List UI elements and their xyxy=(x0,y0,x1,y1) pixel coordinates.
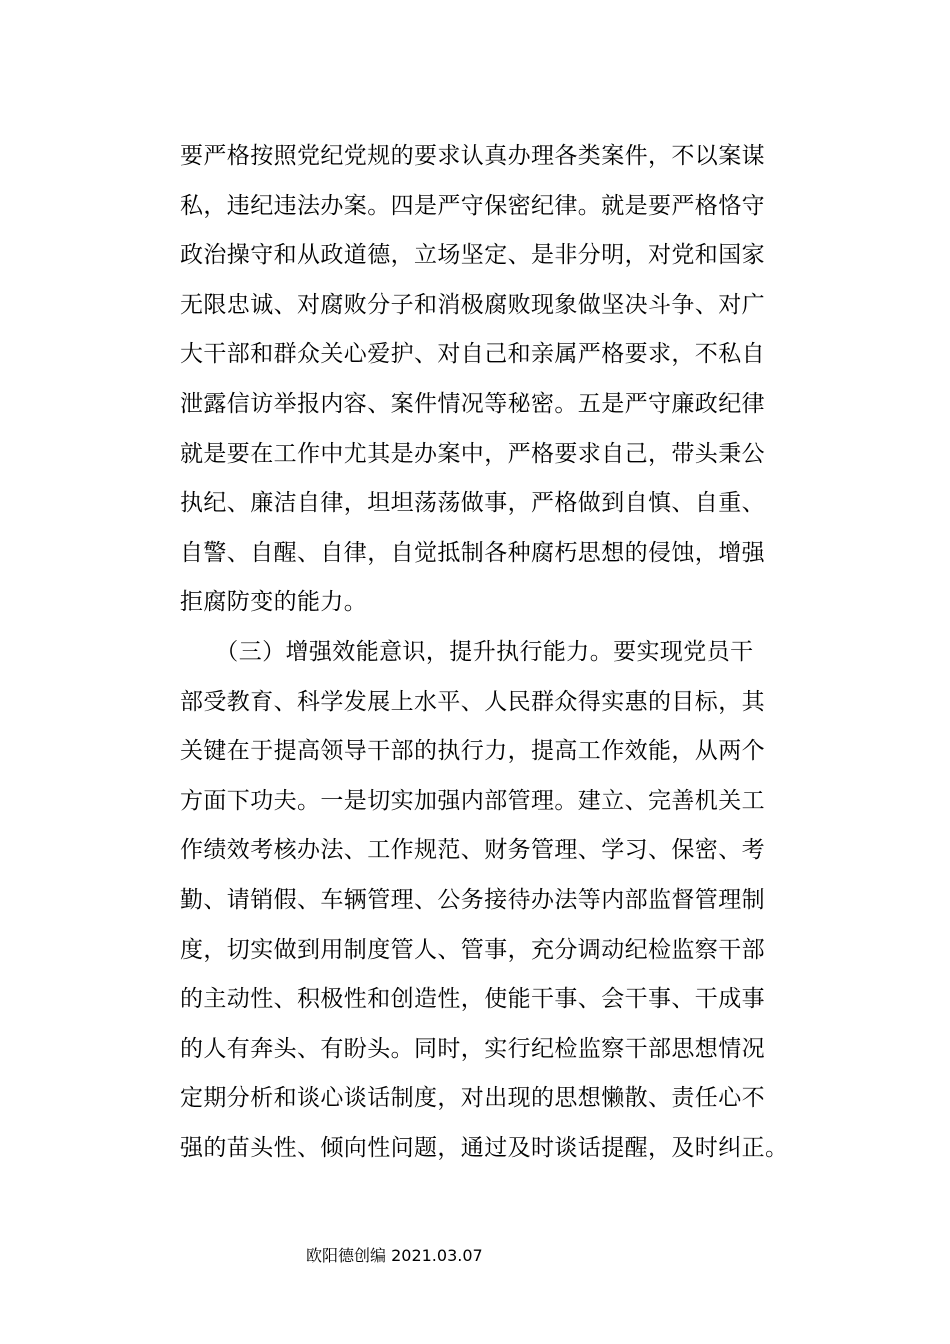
text-line: 度，切实做到用制度管人、管事，充分调动纪检监察干部 xyxy=(180,936,765,963)
text-line: 方面下功夫。一是切实加强内部管理。建立、完善机关工 xyxy=(180,787,765,814)
text-line: 要严格按照党纪党规的要求认真办理各类案件，不以案谋 xyxy=(180,143,765,169)
section-heading-line: （三）增强效能意识，提升执行能力。要实现党员干 xyxy=(180,638,754,665)
text-line: 勤、请销假、车辆管理、公务接待办法等内部监督管理制 xyxy=(180,886,765,913)
text-line: 私，违纪违法办案。四是严守保密纪律。就是要严格恪守 xyxy=(180,192,765,219)
text-line: 关键在于提高领导干部的执行力，提高工作效能，从两个 xyxy=(180,738,765,765)
text-line: 部受教育、科学发展上水平、人民群众得实惠的目标，其 xyxy=(180,688,765,715)
text-line: 拒腐防变的能力。 xyxy=(180,589,368,616)
text-line: 就是要在工作中尤其是办案中，严格要求自己，带头秉公 xyxy=(180,440,765,467)
text-line: 执纪、廉洁自律，坦坦荡荡做事，严格做到自慎、自重、 xyxy=(180,490,765,517)
text-line: 定期分析和谈心谈话制度，对出现的思想懒散、责任心不 xyxy=(180,1085,765,1112)
body-text xyxy=(180,132,789,1173)
text-line: 无限忠诚、对腐败分子和消极腐败现象做坚决斗争、对广 xyxy=(180,291,765,318)
text-line: 大干部和群众关心爱护、对自己和亲属严格要求，不私自 xyxy=(180,341,765,368)
text-line: 强的苗头性、倾向性问题，通过及时谈话提醒，及时纠正。 xyxy=(180,1134,789,1161)
page-footer: 欧阳德创编 2021.03.07 xyxy=(306,1246,483,1265)
text-line: 自警、自醒、自律，自觉抵制各种腐朽思想的侵蚀，增强 xyxy=(180,539,765,566)
text-line: 泄露信访举报内容、案件情况等秘密。五是严守廉政纪律 xyxy=(180,390,765,417)
text-line: 的人有奔头、有盼头。同时，实行纪检监察干部思想情况 xyxy=(180,1035,765,1062)
text-line: 的主动性、积极性和创造性，使能干事、会干事、干成事 xyxy=(180,986,765,1013)
text-line: 政治操守和从政道德，立场坚定、是非分明，对党和国家 xyxy=(180,242,765,269)
text-line: 作绩效考核办法、工作规范、财务管理、学习、保密、考 xyxy=(180,837,765,864)
